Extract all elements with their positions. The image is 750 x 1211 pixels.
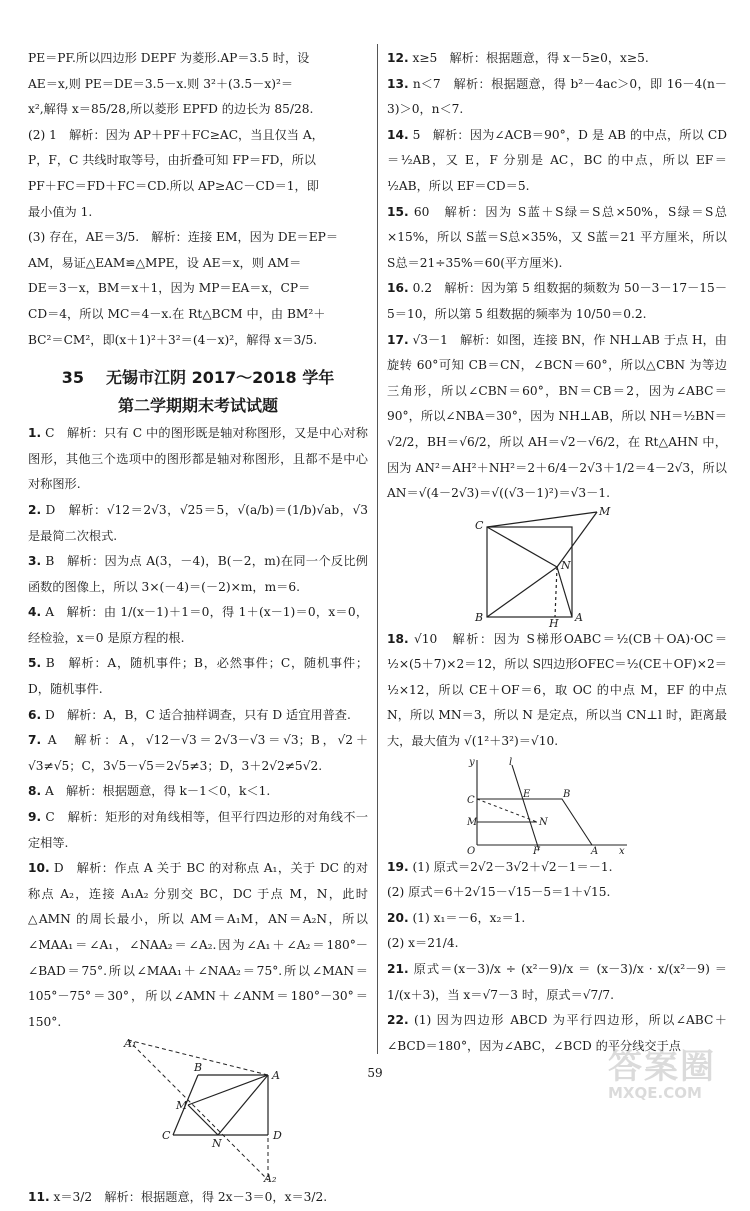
figure-q17	[387, 507, 727, 627]
label-B: B	[475, 610, 484, 624]
answer-item	[28, 600, 368, 651]
answer-item	[28, 549, 368, 600]
item-number: 19.	[387, 859, 409, 874]
item-text: 0.2 解析：因为第 5 组数据的频数为 50－3－17－15－5＝10，所以第 5 组数据的频率为 10/50＝0.2.	[387, 281, 728, 321]
answer-list-left	[28, 421, 368, 1035]
item-text: D 解析：√12＝2√3，√25＝5，√(a/b)＝(1/b)√ab，√3 是最简二次根式.	[28, 502, 368, 543]
figure-q10	[28, 1035, 368, 1185]
item-text: A 解析：根据题意，得 k－1＜0，k＜1.	[45, 784, 271, 799]
item-text: A 解析：由 1/(x－1)＋1＝0，得 1＋(x－1)＝0，x＝0，经检验，x＝0 是原方程的根.	[28, 605, 369, 645]
answer-item	[387, 123, 727, 200]
item-number: 8.	[28, 784, 42, 799]
text-line: AM，易证△EAM≌△MPE，设 AE＝x，则 AM＝	[28, 255, 302, 270]
page-number: 59	[367, 1066, 383, 1080]
item-text: √3－1 解析：如图，连接 BN，作 NH⊥AB 于点 H，由旋转 60°可知 CB＝CN，∠BCN＝60°，所以△CBN 为等边三角形，所以∠CBN＝60°，BN＝CB＝2，因为∠ABC＝90°，所以∠NBA＝30°，因为 NH⊥AB，所以 NH＝½BN＝√2/2，BH＝√6/2，所以 AH＝√2－√6/2，在 Rt△AHN 中，因为 AN²＝AH²＋NH²＝2＋6/4－2√3＋1/2＝4－2√3，所以 AN＝√(4－2√3)＝√((√3－1)²)＝√3－1.	[387, 332, 727, 501]
item-text: D 解析：A，B，C 适合抽样调查，只有 D 适宜用普查.	[45, 707, 351, 722]
label-N: N	[212, 1137, 222, 1151]
answer-list-right-2	[387, 855, 727, 1060]
item-number: 18.	[387, 631, 409, 646]
item-text: x≥5 解析：根据题意，得 x－5≥0，x≥5.	[412, 51, 649, 65]
item-number: 10.	[28, 861, 50, 876]
label-E: E	[523, 788, 531, 800]
item-number: 2.	[28, 502, 42, 517]
item-number: 1.	[28, 426, 42, 441]
answer-item	[387, 200, 727, 277]
item-number: 6.	[28, 707, 42, 722]
item-number: 14.	[387, 127, 409, 142]
section-number: 35	[61, 368, 85, 388]
item-number: 13.	[387, 76, 409, 91]
answer-item	[387, 931, 727, 957]
answer-item	[387, 72, 727, 123]
label-A: A	[591, 845, 599, 855]
label-B: B	[563, 788, 571, 800]
label-C: C	[467, 794, 475, 806]
item-text: 原式＝(x－3)/x ÷ (x²－9)/x ＝ (x－3)/x · x/(x²－9) ＝ 1/(x＋3)，当 x＝√7－3 时，原式＝√7/7.	[387, 962, 727, 1002]
item-number: 5.	[28, 656, 42, 671]
text-line: PE＝PF.所以四边形 DEPF 为菱形.AP＝3.5 时，设	[28, 51, 310, 65]
item-text: (1) 原式＝2√2－3√2＋√2－1＝－1.	[412, 859, 613, 874]
coordinate-diagram-q18	[387, 755, 727, 855]
left-column	[28, 46, 368, 1211]
item-text: 5 解析：因为∠ACB＝90°，D 是 AB 的中点，所以 CD＝½AB，又 E，F 分别是 AC，BC 的中点，所以 EF＝½AB，所以 EF＝CD＝5.	[387, 127, 728, 193]
item-text: (2) x＝21/4.	[387, 936, 459, 951]
right-column	[387, 46, 727, 1059]
item-number: 12.	[387, 51, 409, 65]
section-subtitle: 第二学期期末考试试题	[117, 396, 278, 416]
label-A1: A₁	[124, 1037, 137, 1051]
answer-item	[387, 328, 727, 507]
label-B: B	[194, 1061, 203, 1075]
answer-item	[28, 421, 368, 498]
text-line: (2) 1 解析：因为 AP＋PF＋FC≥AC，当且仅当 A，	[28, 127, 324, 142]
label-H: H	[549, 616, 559, 627]
answer-item	[28, 703, 368, 729]
item-text: x＝3/2 解析：根据题意，得 2x－3＝0，x＝3/2.	[53, 1190, 328, 1205]
label-N: N	[561, 558, 571, 572]
item-text: A 解析：A，√12－√3＝2√3－√3＝√3；B，√2＋√3≠√5；C，3√5－√5＝2√5≠3；D，3＋2√2≠5√2.	[28, 733, 369, 773]
item-text: (2) 原式＝6＋2√15－√15－5＝1＋√15.	[387, 885, 611, 900]
item-text: B 解析：因为点 A(3，－4)，B(－2，m)在同一个反比例函数的图像上，所以 3×(－4)＝(－2)×m，m＝6.	[28, 554, 368, 594]
item-number: 16.	[387, 281, 409, 296]
label-M: M	[467, 816, 478, 828]
label-y: y	[469, 756, 475, 768]
label-D: D	[273, 1129, 282, 1143]
item-number: 9.	[28, 810, 42, 825]
text-line: (3) 存在，AE＝3/5. 解析：连接 EM，因为 DE＝EP＝	[28, 230, 339, 245]
item-text: D 解析：作点 A 关于 BC 的对称点 A₁，关于 DC 的对称点 A₂，连接 A₁A₂ 分别交 BC，DC 于点 M，N，此时△AMN 的周长最小，所以 AM＝A₁M，AN＝A₂N，所以∠MAA₁＝∠A₁，∠NAA₂＝∠A₂.因为∠A₁＋∠A₂＝180°－∠BAD＝75°.所以∠MAA₁＋∠NAA₂＝75°.所以∠MAN＝105°－75°＝30°，所以∠AMN＋∠ANM＝180°－30°＝150°.	[28, 861, 369, 1029]
label-C: C	[162, 1129, 171, 1143]
item-text: B 解析：A，随机事件；B，必然事件；C，随机事件；D，随机事件.	[28, 656, 369, 697]
item-text: √10 解析：因为 S梯形OABC＝½(CB＋OA)·OC＝½×(5＋7)×2＝12，所以 S四边形OFEC＝½(CE＋OF)×2＝½×12，所以 CE＋OF＝6，取 OC 的中点 M，EF 的中点 N，所以 MN＝3，所以 N 是定点，所以当 CN⊥l 时，距离最大，最大值为 √(1²＋3²)＝√10.	[387, 631, 728, 749]
answer-item	[28, 805, 368, 856]
item-number: 17.	[387, 332, 409, 347]
label-x: x	[619, 845, 625, 855]
text-line: BC²＝CM²，即(x＋1)²＋3²＝(4－x)²，解得 x＝3/5.	[28, 332, 318, 347]
label-A: A	[272, 1069, 280, 1083]
label-C: C	[475, 518, 484, 532]
answer-item	[387, 276, 727, 327]
answer-item	[28, 856, 368, 1035]
answer-item	[387, 880, 727, 906]
label-M: M	[176, 1099, 188, 1113]
text-line: P，F，C 共线时取等号，由折叠可知 FP＝FD，所以	[28, 153, 316, 168]
item-text: C 解析：只有 C 中的图形既是轴对称图形，又是中心对称图形，其他三个选项中的图形都是轴对称图形，且都不是中心对称图形.	[28, 426, 368, 492]
item-number: 20.	[387, 910, 409, 925]
geometry-diagram-q10	[28, 1035, 368, 1185]
watermark-text: 答案圈	[608, 1047, 716, 1087]
figure-q18	[387, 755, 727, 855]
item-number: 22.	[387, 1013, 409, 1028]
label-O: O	[467, 845, 476, 855]
answer-item	[28, 651, 368, 702]
text-line: PF＋FC＝FD＋FC＝CD.所以 AP≥AC－CD＝1，即	[28, 178, 319, 193]
text-line: CD＝4，所以 MC＝4－x.在 Rt△BCM 中，由 BM²＋	[28, 306, 326, 321]
item-text: 60 解析：因为 S蓝＋S绿＝S总×50%，S绿＝S总×15%，所以 S蓝＝S总×35%，又 S蓝＝21 平方厘米，所以 S总＝21÷35%＝60(平方厘米).	[387, 204, 727, 270]
text-line: 最小值为 1.	[28, 204, 93, 219]
item-number: 15.	[387, 204, 409, 219]
text-line: AE＝x,则 PE＝DE＝3.5－x.则 3²＋(3.5－x)²＝	[28, 76, 294, 91]
geometry-diagram-q17	[387, 507, 727, 627]
answer-item	[28, 498, 368, 549]
item-text: (1) 因为四边形 ABCD 为平行四边形，所以∠ABC＋∠BCD＝180°，因为∠ABC，∠BCD 的平分线交于点	[387, 1013, 727, 1053]
label-A: A	[575, 610, 583, 624]
answer-item	[387, 46, 727, 72]
text-line: DE＝3－x，BM＝x＋1，因为 MP＝EA＝x，CP＝	[28, 281, 311, 296]
section-title	[28, 365, 368, 391]
item-number: 7.	[28, 733, 42, 748]
item-number: 11.	[28, 1190, 50, 1205]
answer-item	[387, 906, 727, 932]
item-text: (1) x₁＝－6，x₂＝1.	[412, 910, 526, 925]
answer-item	[28, 728, 368, 779]
item-number: 21.	[387, 962, 409, 977]
answer-item-18	[387, 627, 727, 755]
item-text: C 解析：矩形的对角线相等，但平行四边形的对角线不一定相等.	[28, 810, 369, 850]
label-M: M	[599, 506, 611, 518]
answer-item	[28, 779, 368, 805]
item-number: 4.	[28, 605, 42, 620]
answer-item-11	[28, 1185, 368, 1211]
answer-item	[387, 855, 727, 881]
section-title-line-1: 无锡市江阴 2017～2018 学年	[106, 368, 335, 388]
label-l: l	[509, 756, 513, 768]
watermark-url: MXQE.COM	[608, 1084, 702, 1102]
text-line: x²,解得 x＝85/28,所以菱形 EPFD 的边长为 85/28.	[28, 102, 314, 117]
answer-item	[387, 957, 727, 1008]
column-divider	[377, 44, 378, 1054]
item-text: n＜7 解析：根据题意，得 b²－4ac＞0，即 16－4(n－3)＞0，n＜7.	[387, 76, 727, 117]
label-F: F	[533, 845, 540, 855]
item-number: 3.	[28, 554, 42, 569]
label-A2: A₂	[264, 1172, 277, 1186]
answer-list-right	[387, 46, 727, 507]
watermark-logo	[608, 1039, 738, 1102]
label-N: N	[539, 816, 548, 828]
